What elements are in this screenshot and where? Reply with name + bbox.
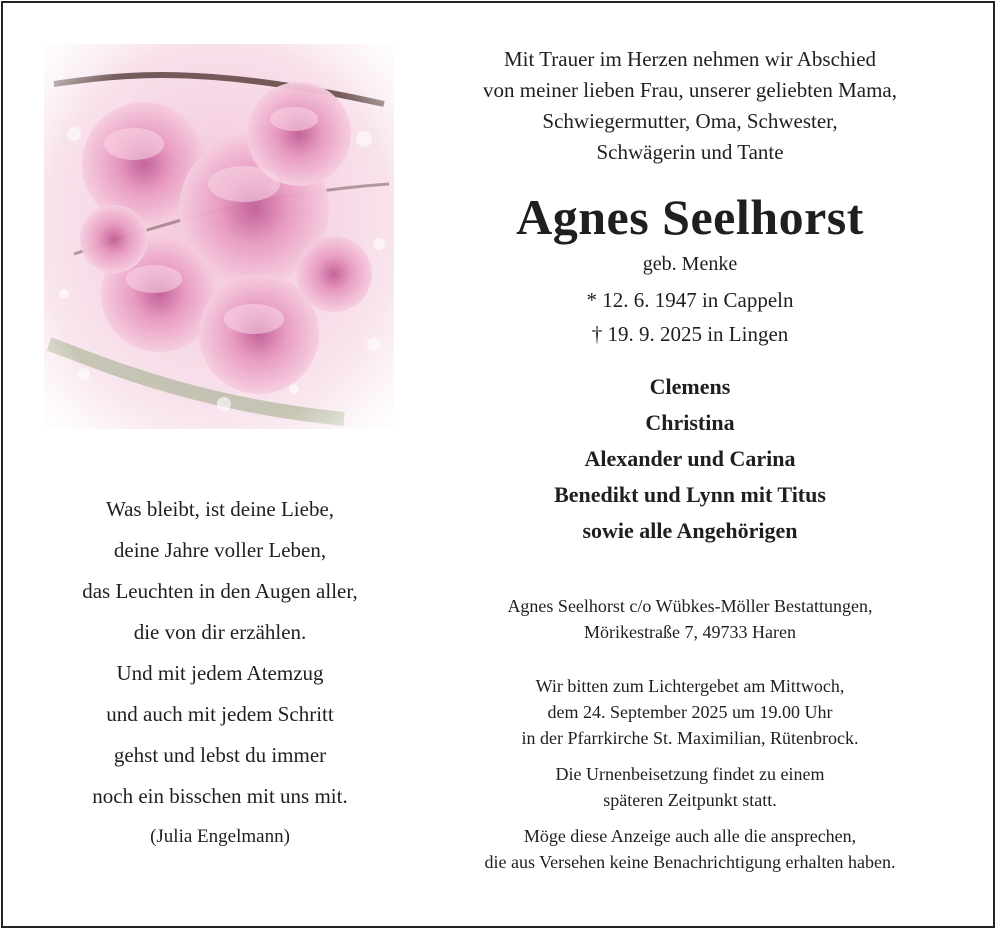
note-line: die aus Versehen keine Benachrichtigung erhalten haben. [484,852,896,872]
poem-line: die von dir erzählen. [133,620,307,644]
mourners-list [420,369,960,549]
life-dates [420,283,960,351]
closing-note [420,823,960,875]
poem-line: Und mit jedem Atemzug [116,661,324,685]
cherry-blossom-image [44,44,394,429]
poem-line: das Leuchten in den Augen aller, [82,579,358,603]
prayer-line: dem 24. September 2025 um 19.00 Uhr [547,702,833,722]
address-line: Mörikestraße 7, 49733 Haren [584,622,796,642]
intro-line: Schwägerin und Tante [596,140,784,164]
mourner-line: Christina [645,410,735,435]
poem-line: deine Jahre voller Leben, [113,538,327,562]
mourner-line: Benedikt und Lynn mit Titus [554,482,826,507]
poem-line: und auch mit jedem Schritt [106,702,334,726]
prayer-line: in der Pfarrkirche St. Maximilian, Rütenbrock. [521,728,859,748]
poem-line: noch ein bisschen mit uns mit. [92,784,348,808]
birth-name: geb. Menke [642,253,738,275]
cherry-blossom-photo [44,44,394,429]
intro-line: Schwiegermutter, Oma, Schwester, [542,109,838,133]
mourner-line: Clemens [649,374,731,399]
intro-line: von meiner lieben Frau, unserer geliebten Mama, [482,78,898,102]
deceased-name: Agnes Seelhorst [516,189,864,245]
poem [40,492,400,852]
announcement-text [420,44,960,875]
poem-line: gehst und lebst du immer [113,743,327,767]
urn-burial-info [420,761,960,813]
prayer-line: Wir bitten zum Lichtergebet am Mittwoch, [535,676,845,696]
mourner-line: sowie alle Angehörigen [582,518,798,543]
urn-line: späteren Zeitpunkt statt. [603,790,777,810]
address-line: Agnes Seelhorst c/o Wübkes-Möller Bestattungen, [507,596,873,616]
prayer-service-info [420,673,960,751]
note-line: Möge diese Anzeige auch alle die ansprechen, [523,826,857,846]
intro-text [420,44,960,168]
intro-line: Mit Trauer im Herzen nehmen wir Abschied [503,47,877,71]
contact-address [420,593,960,645]
poem-line: Was bleibt, ist deine Liebe, [105,497,335,521]
urn-line: Die Urnenbeisetzung findet zu einem [555,764,825,784]
poem-author: (Julia Engelmann) [150,826,290,847]
mourner-line: Alexander und Carina [584,446,796,471]
birth-date: * 12. 6. 1947 in Cappeln [586,288,794,312]
death-date: † 19. 9. 2025 in Lingen [591,322,789,346]
